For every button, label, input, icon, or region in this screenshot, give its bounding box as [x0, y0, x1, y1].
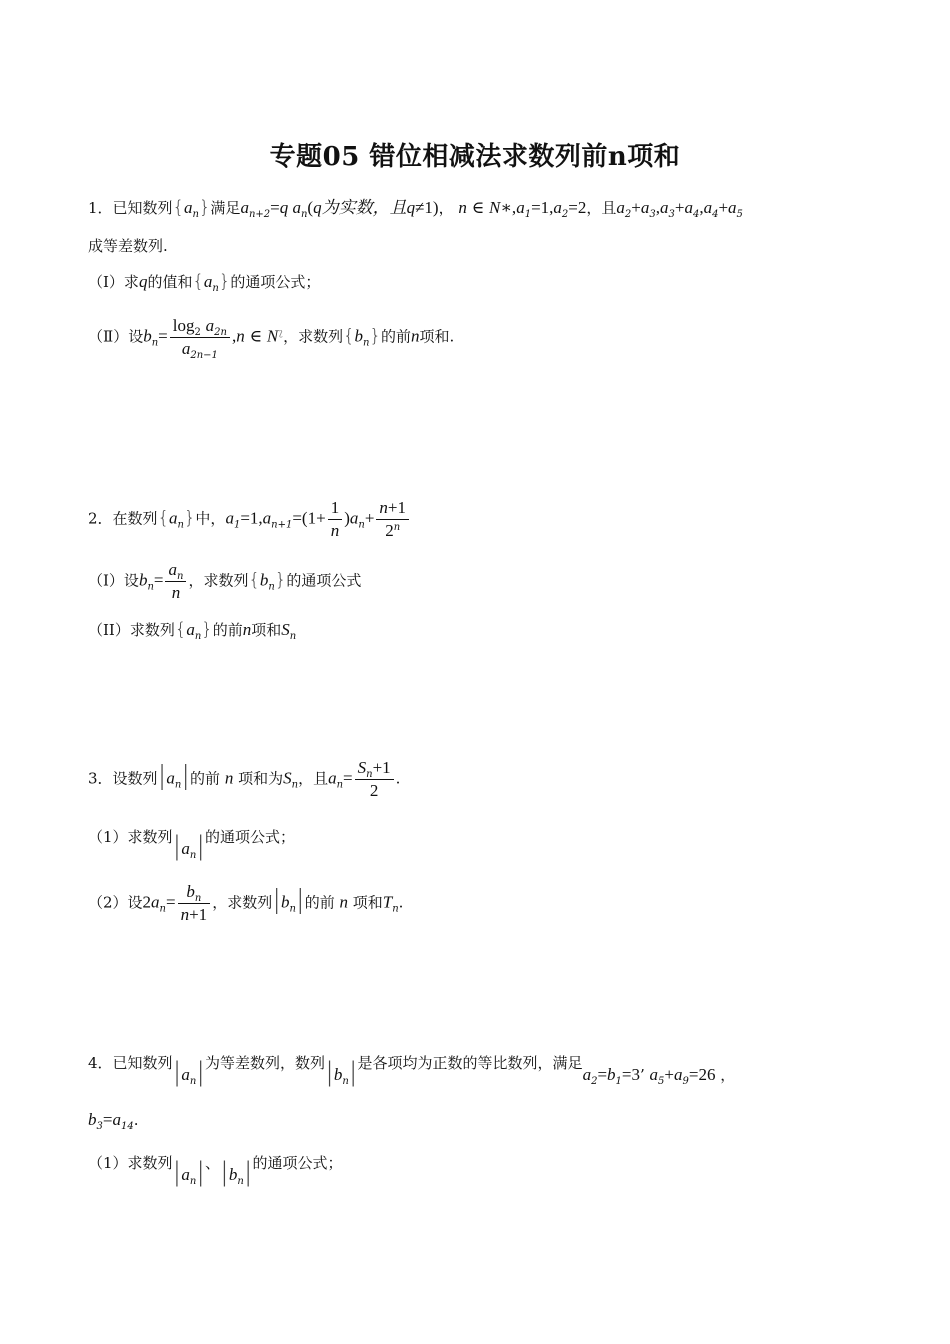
fraction: $\frac{n+1}{2^n}$: [376, 498, 409, 541]
problem-3-part-1: （1）求数列$|a_n|$的通项公式；: [88, 828, 296, 861]
fraction: $\frac{S_n+1}{2}$: [355, 758, 394, 801]
problem-number: 2．: [88, 509, 113, 528]
problem-1-part-2: （Ⅱ）设$b_n=$ $\frac{\log_2 a_{2n}}{a_{2n-1}}$ ,n ∈ $N^ʅ$，求数列$\{b_n\}$的前n项和.: [88, 316, 455, 361]
problem-number: 3．: [88, 769, 113, 788]
fraction: $\frac{\log_2 a_{2n}}{a_{2n-1}}$: [170, 316, 230, 359]
problem-number: 4．: [88, 1054, 113, 1072]
problem-2-part-1: （I）设$b_n=$ $\frac{a_n}{n}$ ，求数列$\{b_n\}$的通项公式: [88, 560, 362, 602]
problem-3-part-2: （2）设$2a_n=$ $\frac{b_n}{n+1}$ ，求数列$|b_n|$的前 n 项和$T_n$.: [88, 882, 404, 924]
problem-4-statement-cont: $b_3=a_{14}$.: [88, 1110, 139, 1132]
problem-3-statement: 3．设数列$|a_n|$的前 n 项和为$S_n$，且$a_n=$ $\frac{S_n+1}{2}$ .: [88, 758, 401, 800]
problem-1-statement-cont: 成等差数列.: [88, 237, 168, 255]
problem-2-part-2: （II）求数列$\{a_n\}$的前n项和$S_n$: [88, 619, 297, 642]
page-title: 专题05 错位相减法求数列前n项和: [269, 142, 681, 172]
problem-2-statement: 2．在数列$\{a_n\}$中，$a_1=1,a_{n+1}=(1+$ $\frac{1}{n}$ )$a_n+$ $\frac{n+1}{2^n}$: [88, 498, 411, 541]
fraction: $\frac{b_n}{n+1}$: [178, 882, 211, 925]
problem-1-statement: 1．已知数列$\{a_n\}$满足$a_{n+2}=q$ $a_n(q$为实数，且q≠1)， n ∈ $N∗,a_1=1,a_2=2$，且$a_2+a_3,a_3+a_4,a_4+a_5$: [88, 197, 743, 220]
problem-4-part-1: （1）求数列$|a_n|$、$|b_n|$的通项公式；: [88, 1154, 343, 1187]
fraction: $\frac{1}{n}$: [328, 498, 343, 541]
fraction: $\frac{a_n}{n}$: [165, 560, 186, 603]
problem-4-statement: 4．已知数列$|a_n|$为等差数列，数列$|b_n|$是各项均为正数的等比数列，满足$a_2=b_1=3$’ $a_5+a_9=26$ ，: [88, 1054, 736, 1087]
problem-number: 1．: [88, 199, 113, 217]
problem-1-part-1: （Ⅰ）求q的值和$\{a_n\}$的通项公式；: [88, 271, 321, 294]
